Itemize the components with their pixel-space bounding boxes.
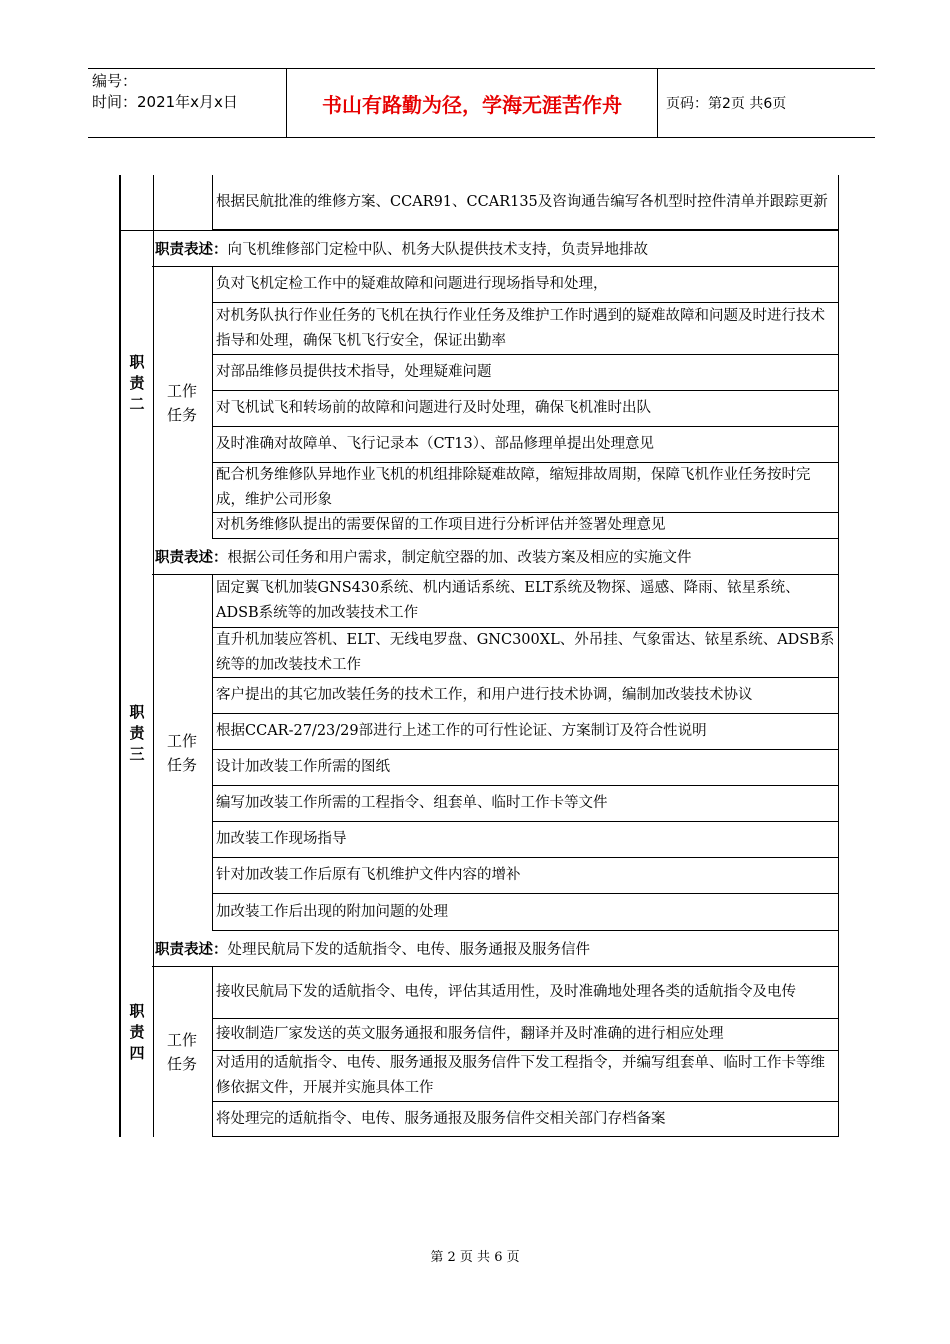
- task-group: [152, 575, 839, 931]
- duty-section-4: [119, 931, 839, 1137]
- task-row: 负对飞机定检工作中的疑难故障和问题进行现场指导和处理，: [212, 267, 839, 303]
- task-row: 及时准确对故障单、飞行记录本（CT13）、部品修理单提出处理意见: [212, 427, 839, 463]
- task-row: 对部品维修员提供技术指导，处理疑难问题: [212, 355, 839, 391]
- header-meta: [92, 71, 288, 113]
- duty-section-3: [119, 539, 839, 931]
- number-label: 编号：: [92, 72, 138, 90]
- task-row: 编写加改装工作所需的工程指令、组套单、临时工作卡等文件: [212, 786, 839, 822]
- task-row: 配合机务维修队异地作业飞机的机组排除疑难故障，缩短排故周期，保障飞机作业任务按时完成，维护公司形象: [212, 463, 839, 513]
- task-group: [152, 175, 839, 230]
- duty-label: 职责二: [119, 231, 154, 539]
- description-label: 职责表述：: [155, 942, 228, 958]
- page-header: [88, 68, 875, 138]
- task-row: 接收制造厂家发送的英文服务通报和服务信件，翻译并及时准确的进行相应处理: [212, 1019, 839, 1051]
- work-task-label: 工作任务: [166, 1031, 197, 1073]
- task-row: 加改装工作现场指导: [212, 822, 839, 858]
- duty-label: [119, 175, 154, 230]
- task-row: 根据民航批准的维修方案、CCAR91、CCAR135及咨询通告编写各机型时控件清单并跟踪更新: [212, 175, 839, 230]
- task-group: [152, 967, 839, 1137]
- task-row: 直升机加装应答机、ELT、无线电罗盘、GNC300XL、外吊挂、气象雷达、铱星系统、ADSB系统等的加改装技术工作: [212, 628, 839, 678]
- duty-label: 职责四: [119, 931, 154, 1137]
- duty-description: [152, 931, 839, 967]
- page-footer: 第 2 页 共 6 页: [430, 1250, 520, 1265]
- description-text: 根据公司任务和用户需求，制定航空器的加、改装方案及相应的实施文件: [227, 550, 692, 566]
- description-text: 向飞机维修部门定检中队、机务大队提供技术支持，负责异地排故: [227, 242, 648, 258]
- work-task-label: 工作任务: [166, 732, 197, 774]
- task-row: 对飞机试飞和转场前的故障和问题进行及时处理，确保飞机准时出队: [212, 391, 839, 427]
- task-group: [152, 267, 839, 539]
- description-label: 职责表述：: [155, 242, 228, 258]
- duty-label: 职责三: [119, 539, 154, 931]
- task-row: 加改装工作后出现的附加问题的处理: [212, 894, 839, 931]
- task-row: 对适用的适航指令、电传、服务通报及服务信件下发工程指令，并编写组套单、临时工作卡等维修依据文件，开展并实施具体工作: [212, 1051, 839, 1102]
- duty-table: [119, 175, 839, 1137]
- task-row: 对机务队执行作业任务的飞机在执行作业任务及维护工作时遇到的疑难故障和问题及时进行技术指导和处理，确保飞机飞行安全，保证出勤率: [212, 303, 839, 355]
- description-text: 处理民航局下发的适航指令、电传、服务通报及服务信件: [227, 942, 590, 958]
- duty-section-2: [119, 230, 839, 539]
- page-label: 页码：第2页 共6页: [666, 96, 787, 112]
- task-row: 固定翼飞机加装GNS430系统、机内通话系统、ELT系统及物探、遥感、降雨、铱星系统、ADSB系统等的加改装技术工作: [212, 575, 839, 628]
- duty-description: [152, 231, 839, 267]
- task-row: 针对加改装工作后原有飞机维护文件内容的增补: [212, 858, 839, 894]
- task-row: 设计加改装工作所需的图纸: [212, 750, 839, 786]
- task-row: 根据CCAR-27/23/29部进行上述工作的可行性论证、方案制订及符合性说明: [212, 714, 839, 750]
- task-row: 接收民航局下发的适航指令、电传，评估其适用性，及时准确地处理各类的适航指令及电传: [212, 967, 839, 1019]
- continued-section: [119, 175, 839, 230]
- time-label: 时间：2021年x月x日: [92, 93, 238, 111]
- task-row: 对机务维修队提出的需要保留的工作项目进行分析评估并签署处理意见: [212, 513, 839, 539]
- description-label: 职责表述：: [155, 550, 228, 566]
- task-row: 将处理完的适航指令、电传、服务通报及服务信件交相关部门存档备案: [212, 1102, 839, 1137]
- work-task-label: 工作任务: [166, 382, 197, 424]
- motto: 书山有路勤为径，学海无涯苦作舟: [286, 69, 658, 137]
- task-row: 客户提出的其它加改装任务的技术工作，和用户进行技术协调，编制加改装技术协议: [212, 678, 839, 714]
- duty-description: [152, 539, 839, 575]
